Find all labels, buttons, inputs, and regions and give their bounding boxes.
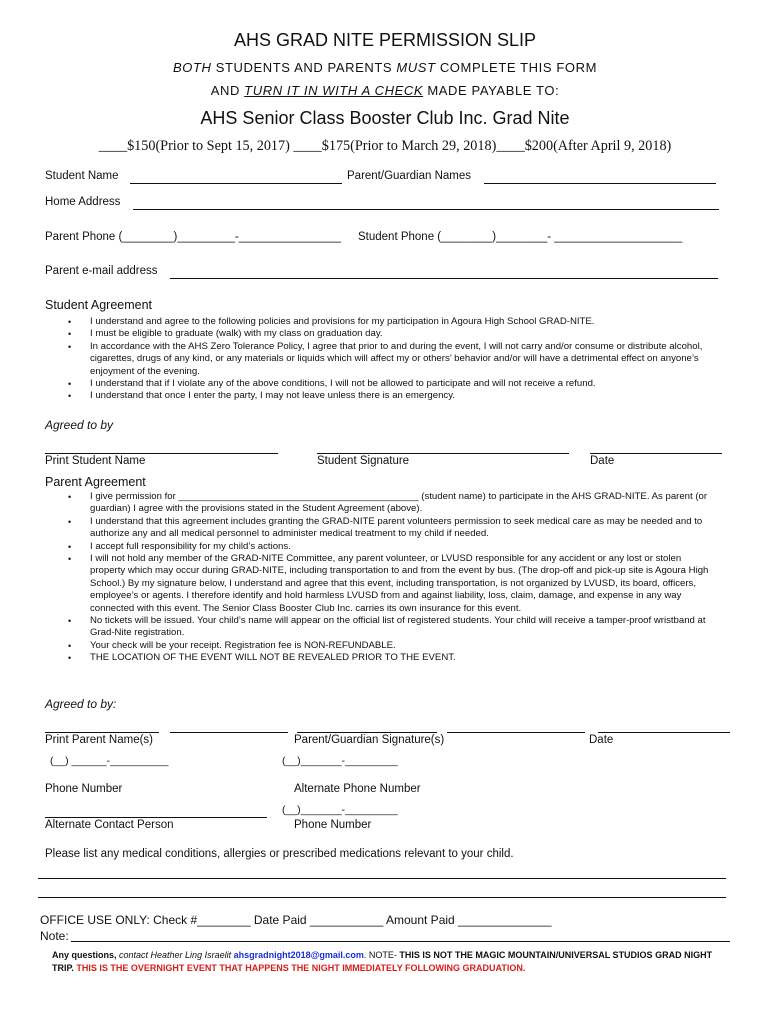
student-signature-label: Student Signature — [317, 455, 410, 467]
guardian-names-label: Parent/Guardian Names — [347, 170, 472, 182]
list-item: • In accordance with the AHS Zero Tolerance Policy, I agree that prior to and during the event, I will not carry and/or consume or distribute alcohol, cigarettes, drugs of any kind, or any materials or liquids which will affect my or others’ behavior and/or will have a detrimental effect on anyone’s enjoyment of the evening. — [68, 341, 716, 378]
instruction-line-1: BOTH STUDENTS AND PARENTS MUST COMPLETE THIS FORM — [172, 60, 598, 75]
medical-conditions-prompt: Please list any medical conditions, allergies or prescribed medications relevant to your child. — [45, 848, 514, 860]
list-item: • I give permission for _____________________________________________ (student name) to participate in the AHS GRAD-NITE. As parent (or guardian) I agree with the provisions stated in the Student Agreement (above). — [68, 491, 716, 516]
alternate-contact-phone-label: Phone Number — [294, 819, 372, 831]
student-agreement-heading: Student Agreement — [45, 298, 153, 312]
alternate-contact-field[interactable] — [45, 817, 267, 818]
phone-number-label: Phone Number — [45, 783, 123, 795]
parent-agreement-list — [68, 491, 716, 665]
alternate-contact-phone-field[interactable]: (__)_______-_________ — [282, 804, 398, 816]
phone-number-field[interactable]: (__) ______-__________ — [50, 755, 169, 767]
list-item: • I understand and agree to the following policies and provisions for my participation in Agoura High School GRAD-NITE. — [68, 316, 716, 328]
list-item: • Your check will be your receipt. Registration fee is NON-REFUNDABLE. — [68, 640, 716, 652]
student-date-label: Date — [590, 455, 615, 467]
student-phone-field[interactable]: Student Phone (________)________- ____________________ — [358, 231, 683, 243]
parent-phone-field[interactable]: Parent Phone (________)_________-________________ — [45, 231, 342, 243]
office-use-line: OFFICE USE ONLY: Check #________ Date Paid ___________ Amount Paid ______________ — [40, 913, 552, 927]
parent-email-label: Parent e-mail address — [45, 265, 158, 277]
student-name-field[interactable] — [130, 183, 342, 184]
parent-date-field[interactable] — [598, 732, 730, 733]
form-title: AHS GRAD NITE PERMISSION SLIP — [233, 30, 537, 50]
student-agreement-list — [68, 316, 716, 403]
list-item: • I understand that this agreement includes granting the GRAD-NITE parent volunteers permission to seek medical care as may be needed and to authorize any and all medical personnel to administer medical treatment to my child if needed. — [68, 516, 716, 541]
print-parent-name-field-1[interactable] — [45, 732, 159, 733]
print-parent-name-label: Print Parent Name(s) — [45, 734, 154, 746]
student-date-field[interactable] — [590, 453, 722, 454]
alternate-contact-label: Alternate Contact Person — [45, 819, 174, 831]
print-student-name-field[interactable] — [45, 453, 278, 454]
parent-date-label: Date — [589, 734, 614, 746]
list-item: • No tickets will be issued. Your child’s name will appear on the official list of registered students. Your child will receive a tamper-proof wristband at Grad-Nite registration. — [68, 615, 716, 640]
list-item: • I understand that if I violate any of the above conditions, I will not be allowed to participate and will not receive a refund. — [68, 378, 716, 390]
guardian-signature-label: Parent/Guardian Signature(s) — [294, 734, 445, 746]
student-agreed-by: Agreed to by — [45, 418, 114, 432]
medical-conditions-field-2[interactable] — [38, 897, 726, 898]
guardian-signature-field-1[interactable] — [297, 732, 437, 733]
office-note-field[interactable] — [71, 941, 730, 942]
alternate-phone-field[interactable]: (__)_______-_________ — [282, 755, 398, 767]
print-parent-name-field-2[interactable] — [170, 732, 288, 733]
alternate-phone-label: Alternate Phone Number — [294, 783, 421, 795]
office-note-label: Note: — [40, 929, 69, 943]
medical-conditions-field-1[interactable] — [38, 878, 726, 879]
home-address-label: Home Address — [45, 196, 121, 208]
student-name-label: Student Name — [45, 170, 119, 182]
parent-agreement-heading: Parent Agreement — [45, 475, 146, 489]
guardian-names-field[interactable] — [484, 183, 716, 184]
parent-email-field[interactable] — [170, 278, 718, 279]
print-student-name-label: Print Student Name — [45, 455, 146, 467]
list-item: • THE LOCATION OF THE EVENT WILL NOT BE REVEALED PRIOR TO THE EVENT. — [68, 652, 716, 664]
list-item: • I will not hold any member of the GRAD-NITE Committee, any parent volunteer, or LVUSD responsible for any accident or any lost or stolen property which may occur during GRAD-NITE, including transportation to and from the event by bus. (The drop-off and pick-up site is Agoura High School.) By my signature below, I understand and agree that this event, including transportation, is not organized by LVUSD, its board, officers, employee’s or agents. I therefore identify and hold harmless LVUSD from and against liability, loss, claim, damage, and expense in any way connected with this event. The Senior Class Booster Club Inc. carries its own insurance for this event. — [68, 553, 716, 615]
club-name: AHS Senior Class Booster Club Inc. Grad Nite — [200, 108, 570, 128]
parent-agreed-by: Agreed to by: — [45, 697, 117, 711]
list-item: • I must be eligible to graduate (walk) with my class on graduation day. — [68, 328, 716, 340]
list-item: • I accept full responsibility for my child’s actions. — [68, 541, 716, 553]
contact-email-link[interactable]: ahsgradnight2018@gmail.com — [233, 950, 364, 960]
guardian-signature-field-2[interactable] — [447, 732, 585, 733]
footer-note: Any questions, contact Heather Ling Israelit ahsgradnight2018@gmail.com. NOTE- THIS IS NOT THE MAGIC MOUNTAIN/UNIVERSAL STUDIOS GRAD NIGHT TRIP. THIS IS THE OVERNIGHT EVENT THAT HAPPENS THE NIGHT IMMEDIATELY FOLLOWING GRADUATION. — [52, 950, 713, 973]
instruction-line-2: AND TURN IT IN WITH A CHECK MADE PAYABLE TO: — [210, 83, 560, 98]
home-address-field[interactable] — [133, 209, 719, 210]
list-item: • I understand that once I enter the party, I may not leave unless there is an emergency. — [68, 390, 716, 402]
price-options: ____$150(Prior to Sept 15, 2017) ____$175(Prior to March 29, 2018)____$200(After April 9, 2018) — [98, 138, 672, 154]
student-signature-field[interactable] — [317, 453, 569, 454]
